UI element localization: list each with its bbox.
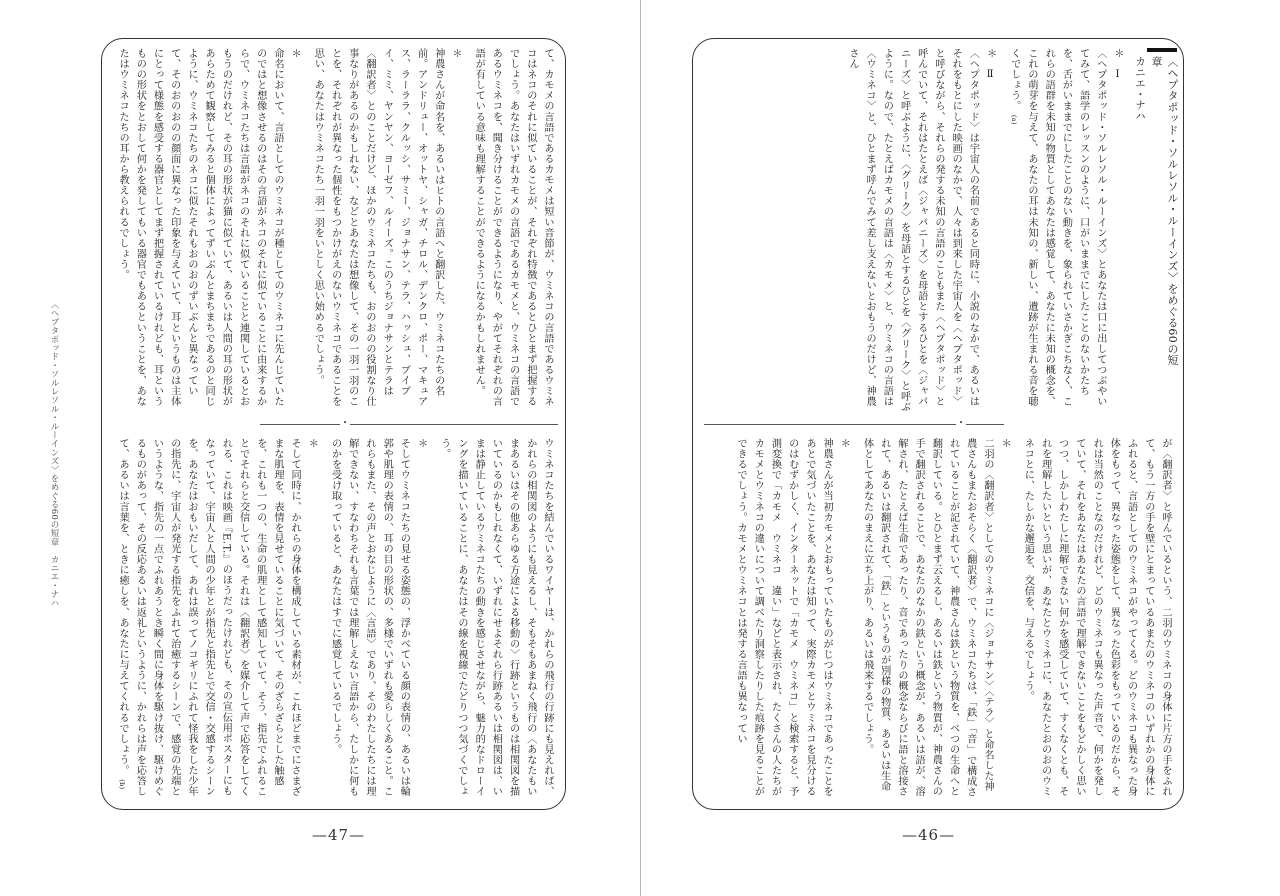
running-head: 〈ヘプタポッド・ソルレソル・ルーインズ〉をめぐる60の短章 カニエ・ナハ <box>49 300 59 608</box>
right-bottom-block <box>702 438 1174 800</box>
right-top-block <box>702 48 1126 416</box>
paragraph-marker: ＊ <box>415 438 427 449</box>
paragraph-text: そしてウミネコたちの見せる姿態の、浮かべている顔の表情の、あるいは輪郭や肌理の表情の、耳の目の形状の、多様でいずれも愛らしくあること。これらもまた、その声とおなじように〈言語〉であり、そのわたしたちには理解できない、すなわちそれも言葉では理解しえない言語から、たしかに何ものかを受け取っていると、あなたはすでに感覚しているでしょう。 <box>329 438 410 797</box>
book-author: カニエ・ナハ <box>1134 56 1146 122</box>
paragraph-text: て、カモメの言語であるカモメは短い音節が、ウミネコの言語であるウミネコはネコのそれに似ていることが、それぞれ特徴であるとひとまず把握するでしょう。あなたはいずれカモメの言語であるカモメと、ウミネコの言語であるウミネコを、聞き分けることができるようになり、やがてそれぞれの言語が有している意味も理解することができるようになるかもしれません。 <box>473 48 553 407</box>
paragraph-marker: ＊ <box>449 48 461 59</box>
section-heading: ＊ Ⅰ <box>1112 48 1123 81</box>
left-bottom-block <box>112 438 556 800</box>
paragraph-text: 〈ヘプタポッド〉は宇宙人の名前であると同時に、小説のなかで、あるいはそれをもとにした映画のなかで、人々は到来した宇宙人を〈ヘプタポッド〉と呼びながら、それらの発する未知の言語のこともまた〈ヘプタポッド〉と呼んでいて、それはたとえば〈ジャパニーズ〉を母語とするひとを〈ジャパニーズ〉と呼ぶように、〈グリーク〉を母語とするひとを〈グリーク〉と呼ぶように。なので、たとえばカモメの言語は〈カモメ〉と、ウミネコの言語は〈ウミネコ〉と、ひとまず呼んでみて差し支えないとおもうのだけど、神農さん <box>846 48 979 413</box>
paragraph <box>326 438 429 800</box>
paragraph <box>436 438 556 800</box>
paragraph-marker: ＊ <box>306 438 318 449</box>
section-heading: ＊ Ⅱ <box>984 48 996 81</box>
paragraph-marker: ＊ <box>999 438 1011 449</box>
page-number: —46— <box>902 826 956 844</box>
paragraph-text: ウミネコたちを結んでいるワイヤーは、かれらの飛行の行跡にも見えれば、かれらの相関図のようにも見えるし、そもそもあまねく飛行の〈あなたもいまあるいはその他あらゆる方途による移動の〉行跡というものは相関図を描いているのかもしれなくて、いずれにせよそれら行跡あるいは相関図は、いまは静止しているウミネコたちの動きを感じさせながら、魅力的なドローイングを描いていることに、あなたはその線を視線でたどりつつ気づくでしょう。 <box>438 438 553 797</box>
paragraph-text: 神農さんが当初カモメとおもっていたものがじつはウミネコであったことをあとで気づいたことを、あなたは知って、実際カモメとウミネコを見分けるのはむずかしく、インターネットで「カモメ ウミネコ」と検索すると、予測変換で「カモメ ウミネコ 違い」などと表示され、たくさんの人たちがカモメとウミネコの違いについて調べたり洞察したりした痕跡を見ることができるでしょう。カモメとウミネコとは発する言語も異なってい <box>735 438 833 797</box>
page-number: —47— <box>312 826 366 844</box>
paragraph <box>309 48 464 416</box>
footnote-marker: (b) <box>118 779 127 790</box>
book-title: 〈ヘプタポッド・ソルレソル・ルーインズ〉をめぐる60の短章 <box>1150 56 1179 366</box>
section-separator <box>260 424 558 425</box>
paragraph <box>470 48 556 416</box>
paragraph-text: 〈ヘプタポッド・ソルレソル・ルーインズ〉とあなたは口に出してつぶやいてみて、語学のレッスンのように、口がいままでにしたことのないかたちを、舌がいままでにしたことのない動きを、象られていさかぎこちなく、これらの語群を未知の物質としてあなたは感覚して、あなたに未知の概念を、これの萌芽を与えて、あなたの耳は未知の、新しい、遺跡が生まれる音を聴くでしょう。 <box>1008 48 1106 407</box>
paragraph <box>858 438 1013 800</box>
paragraph <box>1019 438 1174 800</box>
paragraph-marker: ＊ <box>289 48 301 59</box>
paragraph <box>113 438 320 800</box>
paragraph-text: が〈翻訳者〉と呼んでいるという、二羽のウミネコの身体に片方の手をふれて、もう一方の手を壁にとまっているあまたのウミネコのいずれかの身体にふれると、言語としてのウミネコがやってくる。どのウミネコも異なった身体をもって、異なった姿態をして、異なった色彩をもっているのだから、それは当然のことなのだけれど、どのウミネコも異なった声音で、何かを発していて、それをあなたはあなたの言語で理解できないことをもどかしく思いつつ、しかしわたしに理解できない何かを感受していて、すくなくとも、それを理解したいという思いが、あなたとウミネコに、あなたとおのおのウミネコとに、たしかな邂逅を、交信を、与えるでしょう。 <box>1022 438 1171 797</box>
separator-dot: ・ <box>956 418 966 429</box>
footnote-marker: (a) <box>1009 114 1018 125</box>
paragraph-text: 二羽の〈翻訳者〉としてのウミネコに〈ジョナサン〉〈テラ〉と命名した神農さんもまたおそらく〈翻訳者〉で、ウミネコたちは、「鉄」「音」で構成されていることが記されていて、神農さんは鉄という物質を、べつの生命へと翻訳している。とひとまず云えるし、あるいは鉄という物質が、神農さんの手で翻訳されることで、あなたのなかの鉄という概念が、あるいは語が、溶解され、たとえば生命であったり、音であったりの概念ならびに語と溶接されて、あるいは翻訳されて、「鉄」というものが別様の物質、あるいは生命体としてあなたのまえに立ち上がり、あるいは飛来するでしょう。 <box>861 438 993 798</box>
paragraph <box>732 438 852 800</box>
paragraph-text: そして同時に、かれらの身体を構成している素材が、これほどまでにさまざまな肌理を、表情を見せていることに気づいて、そのざらざらとした触感を、これも一つの、生命の肌理として感知していて、そう、指先でふれることでそれらと交信している。それは〈翻訳者〉を媒介して声で応答をしてくれる、これは映画『E.T.』のほうだったけれども、その宣伝用ポスターにもなっていて、宇宙人と人間の少年とが指先と指先とで交信・交感するシーンを、あなたはおもいだして、あれは誤ってノコギリにふれて怪我をした少年の指先に、宇宙人が発光する指先をふれて治癒するシーンで、感覚の先端というような、指先の一点でふれあうとき瞬く間に身体を駆け抜け、駆けめぐるものがあって、その反応あるいは返礼というように、かれらは声を応答して、あるいは言葉を、ときに癒しを、あなたに与えてくれるでしょう。 <box>117 438 301 797</box>
section-ii <box>844 48 999 416</box>
left-top-block <box>112 48 556 416</box>
paragraph-text: 命名において、言語としてのウミネコが種としてのウミネコに先んじていたのではと想像させるのはその言語がネコのそれに似ていることに由来するからで、ウミネコたちは言語がネコのそれに似ていることと連関しているとおもうのだけれど、その耳の形状が猫に似ていて、あるいは人間の耳の形状があらためて観察してみると個体によってずいぶんとまちまちであるのと同じように、ウミネコたちのネコに似たそれもおのおのずいぶんと異なっていて、そのおのおのの顔面に異なった印象を与えていて、耳というものは主体にとって様態を感受する器官としてまず把握されているけれども、耳というものの形状をとおして何かを発してもいる器官でもあるということを、あなたはウミネコたちの耳から教えられるでしょう。 <box>117 48 283 407</box>
title-rule <box>1147 48 1177 52</box>
paragraph <box>114 48 303 416</box>
separator-dot: ・ <box>340 418 350 429</box>
paragraph-marker: ＊ <box>838 438 850 449</box>
paragraph-text: 神農さんが命名を、あるいはヒトの言語へと翻訳した、ウミネコたちの名前。アンドリュー、オットヤ、シャガ、チロル、デンクロ、ポー、マキュアス、ラーララ、クルッシ、サミー、ジョナサン、テラ、ハッシュ、ブイブイ、ミミ、ヤンヤン、ヨーゼフ、ルイーズ。このうちジョナサンとテラは〈翻訳者〉とのことだけど、ほかのウミネコたちも、おのおのの役割なり仕事なりがあるのかもしれない、などとあなたは想像して、その一羽一羽のことを、それぞれが異なった個性をもつかけがえのないウミネコであることを思い、あなたはウミネコたち一羽一羽をいとしく思い始めるでしょう。 <box>312 48 444 407</box>
section-i <box>1005 48 1126 416</box>
